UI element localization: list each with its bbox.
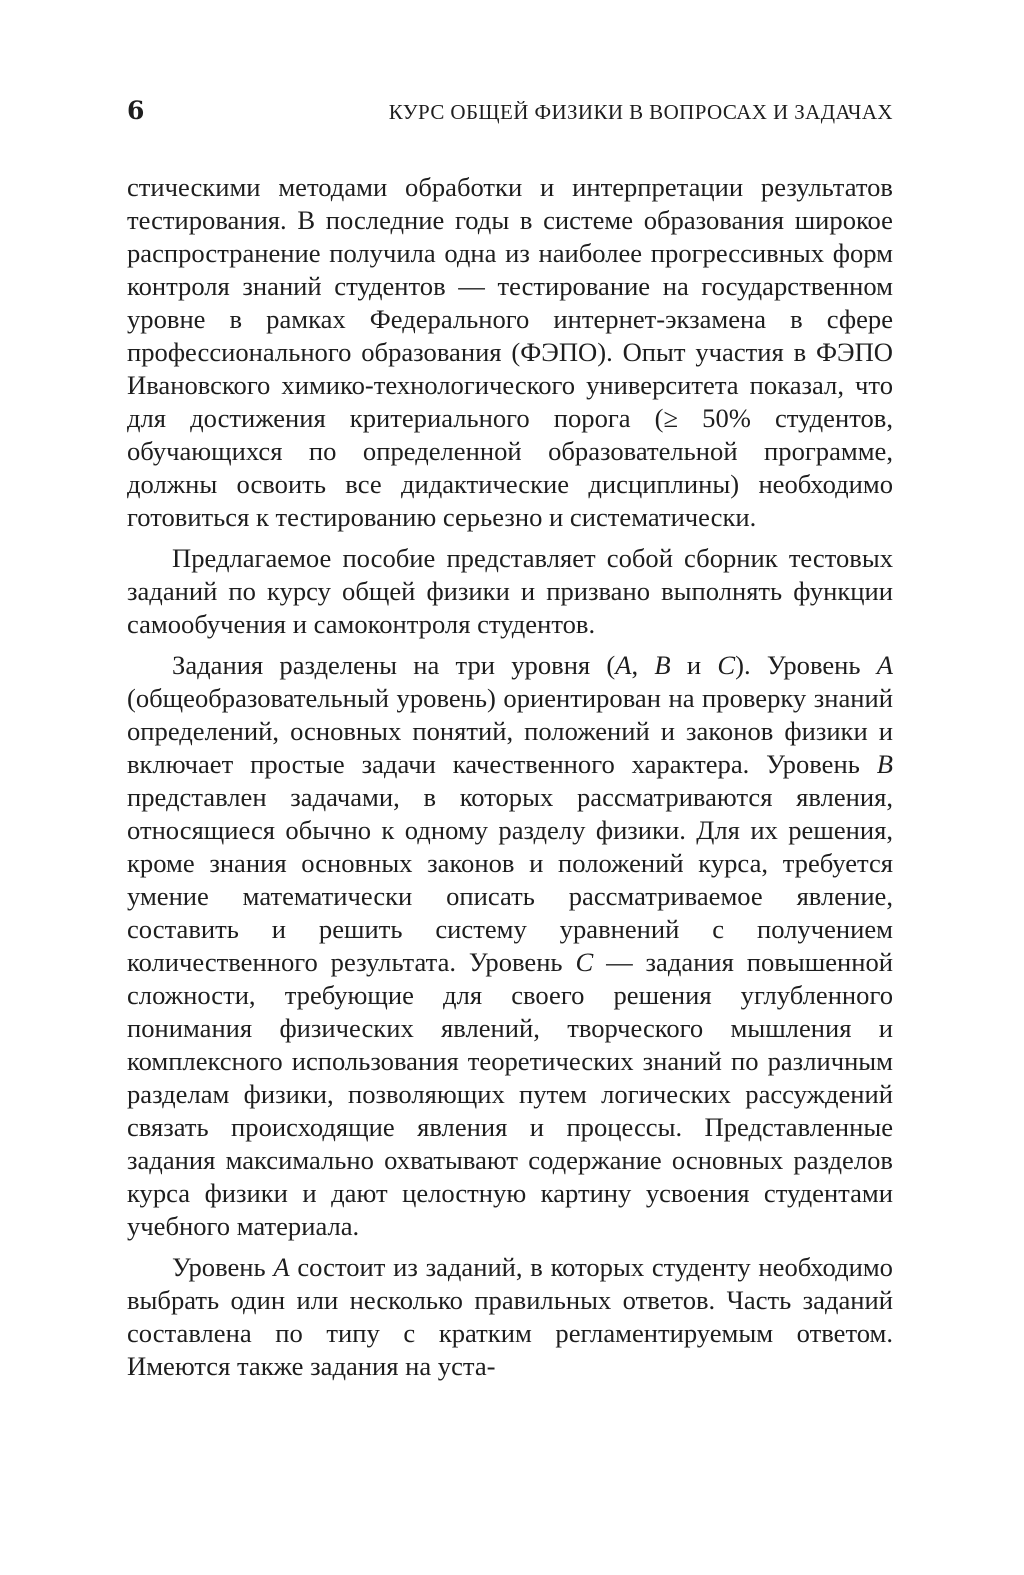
paragraph-4 (127, 1251, 893, 1383)
running-head (127, 96, 893, 136)
body-text (127, 171, 893, 1383)
paragraph-3-text: и (670, 650, 718, 680)
paragraph-3-text: , (631, 650, 655, 680)
level-letter: A (876, 650, 894, 680)
paragraph-4-text: состоит из заданий, в которых студенту необходимо выбрать один или несколько правильных ответов. Часть заданий составлена по типу с кратким регламентируемым ответом. Имеются также задания на уста- (127, 1252, 893, 1381)
level-letter: C (717, 650, 736, 680)
paragraph-2-text: Предлагаемое пособие представляет собой сборник тестовых заданий по курсу общей физики и призвано выполнять функции самообучения и самоконтроля студентов. (127, 543, 893, 639)
paragraph-1-text: стическими методами обработки и интерпретации результатов тестирования. В последние годы в системе образования широкое распространение получила одна из наиболее прогрессивных форм контроля знаний студентов — тестирование на государственном уровне в рамках Федерального интернет-экзамена в сфере профессионального образования (ФЭПО). Опыт участия в ФЭПО Ивановского химико-технологического университета показал, что для достижения критериального порога (≥ 50% студентов, обучающихся по определенной образовательной программе, должны освоить все дидактические дисциплины) необходимо готовиться к тестированию серьезно и систематически. (127, 172, 893, 532)
paragraph-1 (127, 171, 893, 534)
paragraph-4-text: Уровень (172, 1252, 274, 1282)
level-letter: B (876, 749, 893, 779)
paragraph-3-text: — задания повышенной сложности, требующие для своего решения углубленного понимания физических явлений, творческого мышления и комплексного использования теоретических знаний по различным разделам физики, позволяющих путем логических рассуждений связать происходящие явления и процессы. Представленные задания максимально охватывают содержание основных разделов курса физики и дают целостную картину усвоения студентами учебного материала. (127, 947, 893, 1241)
level-letter: A (615, 650, 632, 680)
page-number: 6 (127, 96, 145, 125)
paragraph-3-text: представлен задачами, в которых рассматриваются явления, относящиеся обычно к одному разделу физики. Для их решения, кроме знания основных законов и положений курса, требуется умение математически описать рассматриваемое явление, составить и решить систему уравнений с получением количественного результата. Уровень (127, 782, 893, 977)
paragraph-2 (127, 542, 893, 641)
paragraph-3-text: Задания разделены на три уровня ( (172, 650, 616, 680)
running-title: КУРС ОБЩЕЙ ФИЗИКИ В ВОПРОСАХ И ЗАДАЧАХ (388, 100, 893, 124)
paragraph-3-text: ). Уровень (735, 650, 877, 680)
level-letter: C (575, 947, 594, 977)
level-letter: A (273, 1252, 290, 1282)
paragraph-3-text: (общеобразовательный уровень) ориентирован на проверку знаний определений, основных понятий, положений и законов физики и включает простые задачи качественного характера. Уровень (127, 683, 893, 779)
level-letter: B (654, 650, 671, 680)
paragraph-3 (127, 649, 893, 1243)
